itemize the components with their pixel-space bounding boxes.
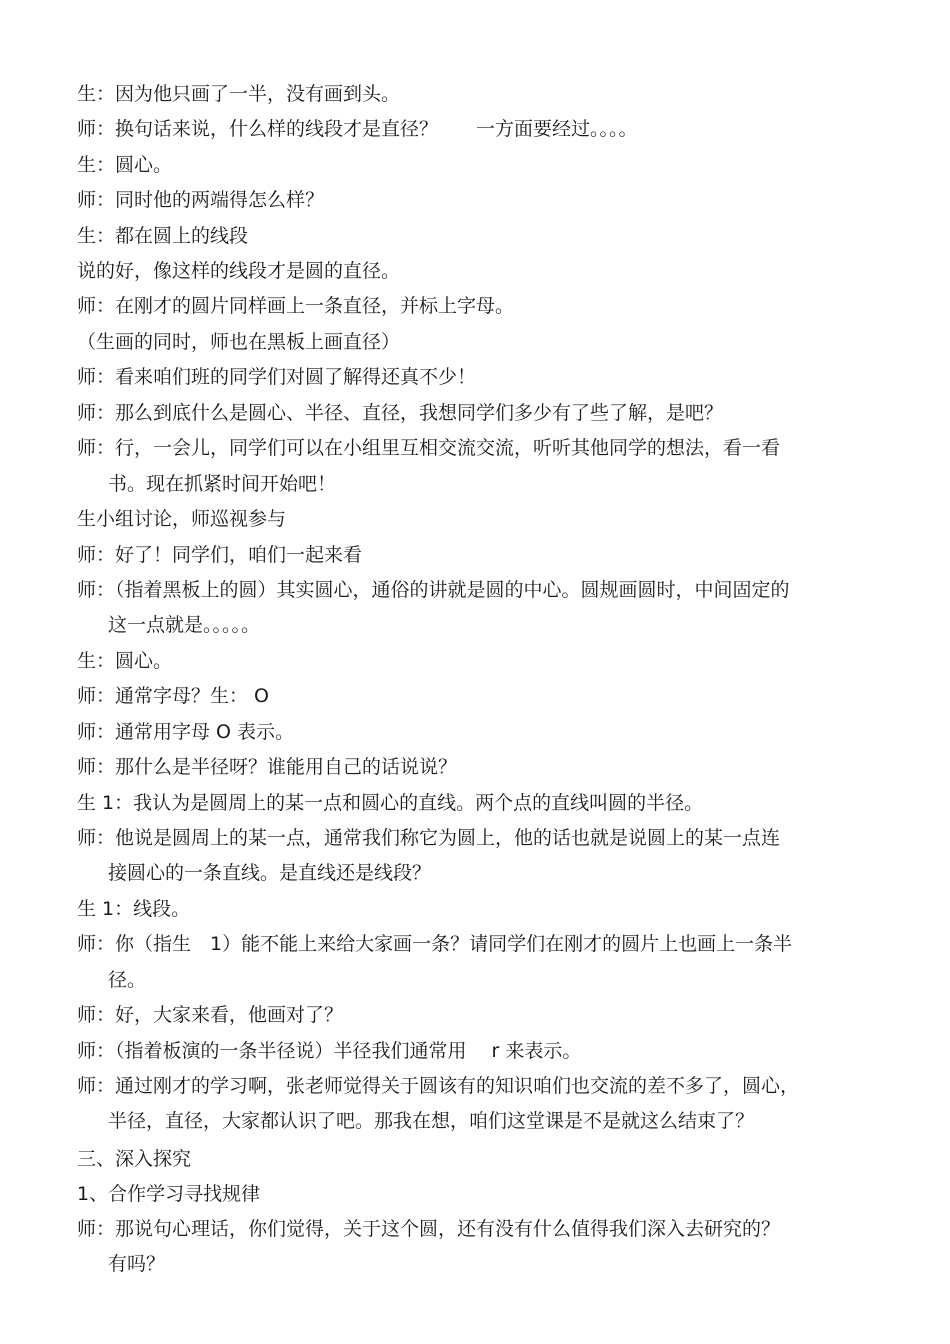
- text-line: 生小组讨论，师巡视参与: [77, 508, 287, 530]
- text-line: 师：好，大家来看，他画对了？: [77, 1004, 344, 1026]
- text-line: （生画的同时，师也在黑板上画直径）: [77, 331, 401, 353]
- text-line: 师：行，一会儿，同学们可以在小组里互相交流交流，听听其他同学的想法，看一看: [77, 437, 781, 459]
- text-line: 生 1：我认为是圆周上的某一点和圆心的直线。两个点的直线叫圆的半径。: [77, 792, 704, 814]
- text-line: 师：他说是圆周上的某一点，通常我们称它为圆上，他的话也就是说圆上的某一点连: [77, 827, 781, 849]
- text-line: 师：通常用字母 O 表示。: [77, 721, 295, 743]
- subsection-heading: 1、合作学习寻找规律: [77, 1183, 261, 1205]
- text-line: 师：（指着黑板上的圆）其实圆心，通俗的讲就是圆的中心。圆规画圆时，中间固定的: [77, 579, 790, 601]
- text-line: 师：那么到底什么是圆心、半径、直径，我想同学们多少有了些了解，是吧？: [77, 402, 724, 424]
- text-line: 师：那说句心理话，你们觉得，关于这个圆，还有没有什么值得我们深入去研究的？: [77, 1218, 781, 1240]
- text-line: 径。: [108, 969, 147, 991]
- text-line: 半径，直径，大家都认识了吧。那我在想，咱们这堂课是不是就这么结束了？: [108, 1110, 755, 1132]
- text-line: 师：那什么是半径呀？谁能用自己的话说说？: [77, 756, 458, 778]
- text-line: 师：换句话来说，什么样的线段才是直径？ 一方面要经过。。。。: [77, 118, 638, 140]
- text-line: 师：你（指生 1）能不能上来给大家画一条？请同学们在刚才的圆片上也画上一条半: [77, 933, 793, 955]
- text-line: 说的好，像这样的线段才是圆的直径。: [77, 260, 401, 282]
- text-line: 师：在刚才的圆片同样画上一条直径，并标上字母。: [77, 295, 515, 317]
- text-line: 有吗？: [108, 1253, 166, 1275]
- text-line: 师：通常字母？生： O: [77, 685, 269, 707]
- text-line: 师：（指着板演的一条半径说）半径我们通常用 r 来表示。: [77, 1040, 582, 1062]
- section-heading: 三、深入探究: [77, 1148, 192, 1170]
- text-line: 生 1：线段。: [77, 898, 191, 920]
- text-line: 这一点就是。。。。。: [108, 614, 261, 636]
- text-line: 书。现在抓紧时间开始吧！: [108, 473, 337, 495]
- text-line: 师：好了！同学们，咱们一起来看: [77, 544, 363, 566]
- text-line: 生：圆心。: [77, 650, 173, 672]
- text-line: 师：看来咱们班的同学们对圆了解得还真不少！: [77, 366, 477, 388]
- text-line: 生：圆心。: [77, 154, 173, 176]
- text-line: 接圆心的一条直线。是直线还是线段？: [108, 862, 432, 884]
- text-line: 生：都在圆上的线段: [77, 225, 249, 247]
- text-line: 师：同时他的两端得怎么样？: [77, 189, 325, 211]
- text-line: 师：通过刚才的学习啊，张老师觉得关于圆该有的知识咱们也交流的差不多了，圆心，: [77, 1075, 800, 1097]
- text-line: 生：因为他只画了一半，没有画到头。: [77, 83, 401, 105]
